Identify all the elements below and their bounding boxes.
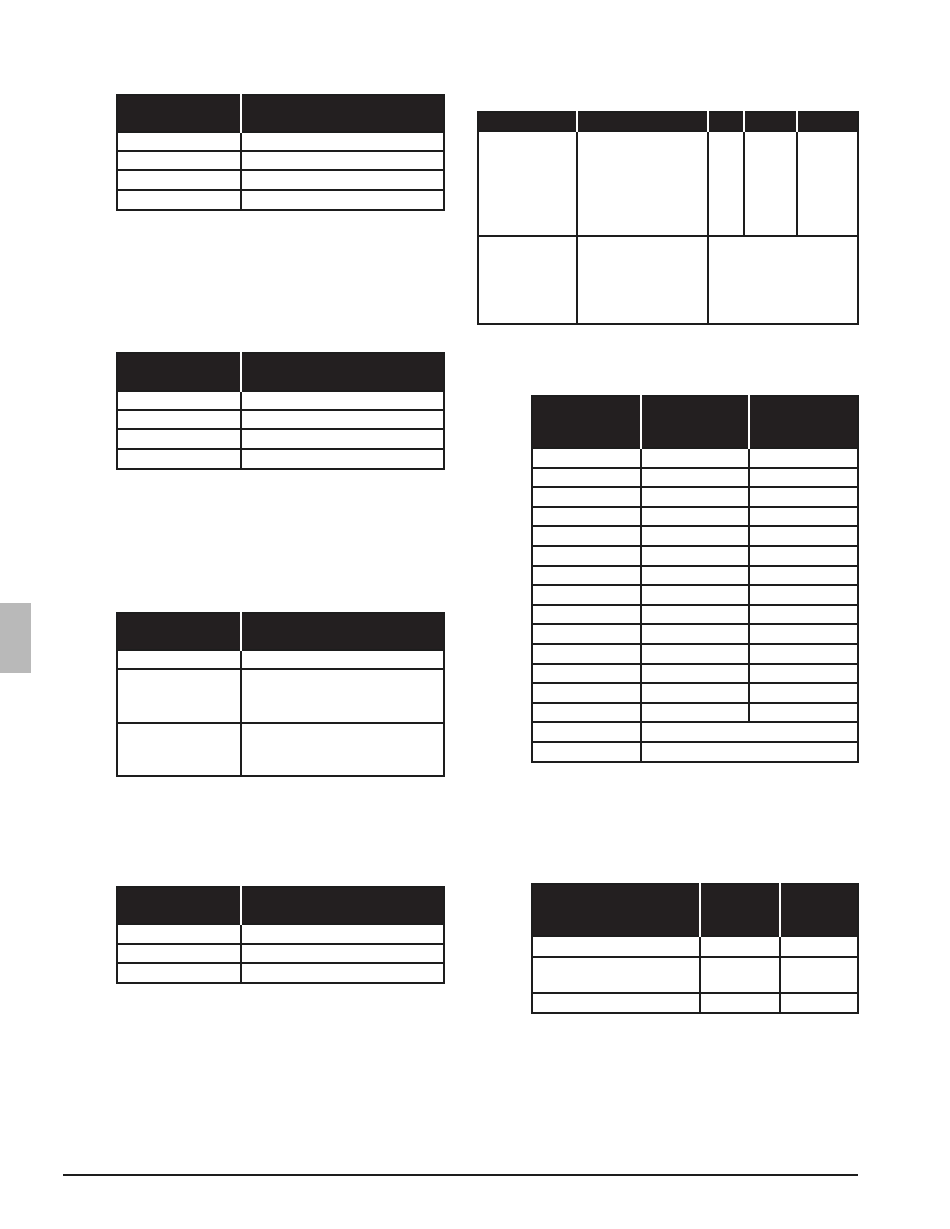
table-cell: [641, 683, 749, 703]
table-cell: [532, 742, 641, 762]
table-cell: [532, 526, 641, 546]
table-header-cell: [117, 353, 241, 391]
table-cell: [641, 448, 749, 468]
table-cell: [749, 624, 858, 644]
table-cell: [641, 487, 749, 507]
table-cell: [700, 957, 780, 993]
table-cell: [241, 669, 444, 723]
table-cell: [117, 723, 241, 776]
table-header-cell: [577, 112, 708, 131]
table-cell: [241, 132, 444, 151]
table-cell: [749, 644, 858, 664]
table-cell: [577, 236, 708, 324]
table-cell: [641, 703, 749, 723]
table-cell: [532, 644, 641, 664]
spec-table-top-left: [116, 94, 445, 211]
table-cell: [241, 449, 444, 469]
table-cell: [744, 131, 797, 236]
table-cell: [241, 190, 444, 210]
page-edge-tab: [0, 603, 31, 673]
table-cell: [117, 190, 241, 210]
table-cell: [117, 429, 241, 449]
table-cell: [749, 448, 858, 468]
table-cell: [641, 644, 749, 664]
table-cell: [749, 526, 858, 546]
table-header-cell: [700, 884, 780, 936]
table-cell: [532, 703, 641, 723]
table-cell: [577, 131, 708, 236]
table-cell: [532, 448, 641, 468]
table-cell: [241, 963, 444, 983]
spec-table-bottom-left: [116, 886, 445, 984]
table-cell: [532, 936, 700, 957]
table-cell: [532, 722, 641, 742]
table-cell: [241, 723, 444, 776]
table-cell: [241, 429, 444, 449]
table-cell: [700, 993, 780, 1013]
table-header-cell: [780, 884, 858, 936]
table-cell: [641, 526, 749, 546]
table-cell: [117, 944, 241, 963]
table-header-cell: [532, 884, 700, 936]
table-cell: [117, 170, 241, 190]
table-cell: [241, 170, 444, 190]
table-cell: [532, 546, 641, 566]
table-cell: [780, 957, 858, 993]
table-cell: [797, 131, 858, 236]
table-header-cell: [641, 396, 749, 448]
table-cell: [641, 624, 749, 644]
table-cell: [749, 468, 858, 488]
table-cell: [241, 410, 444, 429]
table-cell-merged: [708, 236, 858, 324]
table-cell: [117, 650, 241, 669]
table-cell: [532, 624, 641, 644]
table-cell: [641, 585, 749, 605]
table-cell: [780, 993, 858, 1013]
table-cell: [749, 487, 858, 507]
table-cell: [749, 566, 858, 586]
table-cell: [532, 605, 641, 625]
table-cell: [532, 468, 641, 488]
table-cell: [117, 449, 241, 469]
table-cell: [117, 963, 241, 983]
table-cell: [117, 151, 241, 170]
table-header-cell: [241, 613, 444, 650]
table-header-cell: [749, 396, 858, 448]
table-header-cell: [241, 887, 444, 924]
table-cell-merged: [641, 742, 858, 762]
table-cell: [241, 391, 444, 410]
table-cell: [532, 993, 700, 1013]
table-cell: [641, 546, 749, 566]
table-cell: [641, 566, 749, 586]
table-cell: [117, 132, 241, 151]
table-header-cell: [241, 353, 444, 391]
table-cell: [780, 936, 858, 957]
table-cell: [641, 664, 749, 684]
table-header-cell: [744, 112, 797, 131]
table-header-cell: [241, 95, 444, 132]
table-cell: [749, 546, 858, 566]
table-cell: [532, 566, 641, 586]
table-cell: [117, 391, 241, 410]
spec-table-right-middle: [531, 395, 859, 763]
table-header-cell: [117, 95, 241, 132]
spec-table-mid-left: [116, 352, 445, 470]
table-cell: [641, 507, 749, 527]
table-cell: [241, 151, 444, 170]
table-cell: [241, 650, 444, 669]
table-cell: [749, 507, 858, 527]
table-cell: [641, 468, 749, 488]
table-cell: [532, 507, 641, 527]
spec-table-top-right: [477, 111, 859, 325]
table-cell: [241, 944, 444, 963]
table-cell: [641, 605, 749, 625]
footer-rule: [63, 1174, 858, 1176]
table-header-cell: [117, 887, 241, 924]
spec-table-lower-left: [116, 612, 445, 777]
table-cell: [749, 585, 858, 605]
table-cell: [117, 410, 241, 429]
spec-table-bottom-right: [531, 883, 859, 1014]
table-header-cell: [478, 112, 577, 131]
table-cell: [700, 936, 780, 957]
table-cell: [749, 703, 858, 723]
table-cell: [478, 131, 577, 236]
table-header-cell: [797, 112, 858, 131]
table-cell: [532, 683, 641, 703]
table-cell: [117, 924, 241, 944]
table-cell: [241, 924, 444, 944]
table-cell: [532, 664, 641, 684]
table-cell-merged: [641, 722, 858, 742]
table-cell: [532, 585, 641, 605]
table-cell: [532, 487, 641, 507]
table-cell: [749, 605, 858, 625]
table-cell: [749, 683, 858, 703]
table-cell: [708, 131, 744, 236]
table-header-cell: [708, 112, 744, 131]
table-cell: [532, 957, 700, 993]
table-cell: [478, 236, 577, 324]
table-header-cell: [532, 396, 641, 448]
table-header-cell: [117, 613, 241, 650]
table-cell: [749, 664, 858, 684]
table-cell: [117, 669, 241, 723]
